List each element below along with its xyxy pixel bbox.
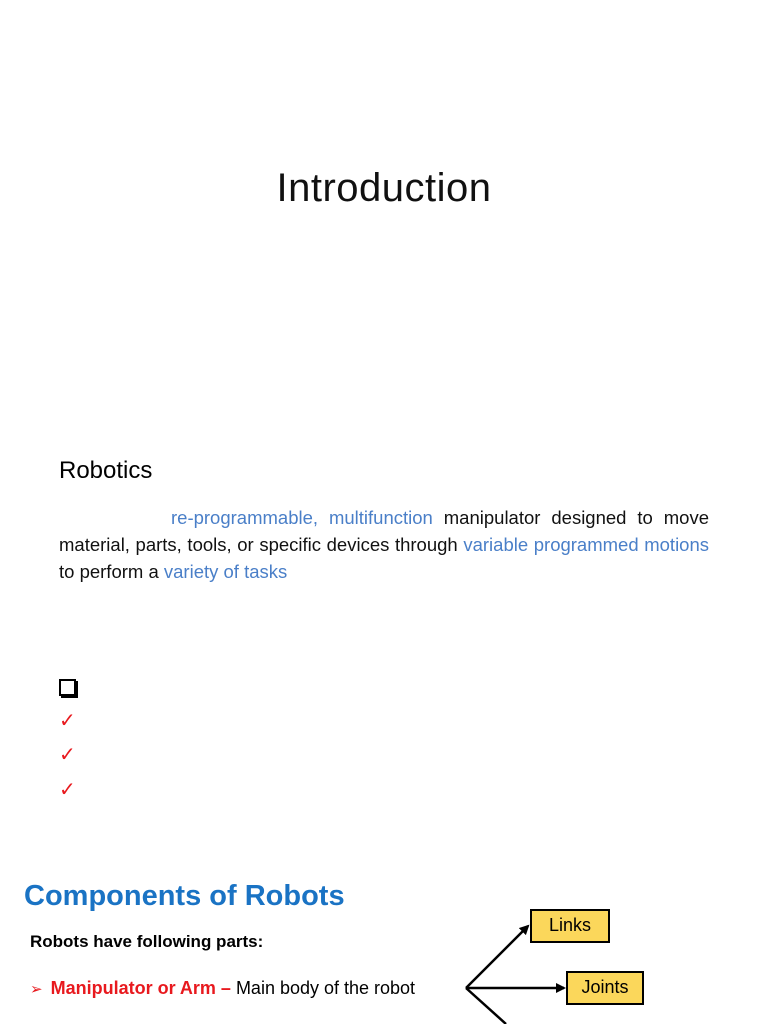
checkmark-icon: ✓ xyxy=(59,742,76,766)
definition-text-1: manipulator designed to move material, parts, tools, or specific devices through xyxy=(59,507,709,555)
arrow-bullet-icon: ➢ xyxy=(30,981,43,998)
section-heading: Robotics xyxy=(59,457,153,484)
joints-box: Joints xyxy=(566,971,644,1005)
definition-text-2: to perform a xyxy=(59,561,164,582)
definition-highlight-3: variety of tasks xyxy=(163,561,288,582)
links-box: Links xyxy=(530,909,610,943)
definition-highlight-1: re-programmable, multifunction xyxy=(171,507,433,528)
components-subtitle: Robots have following parts: xyxy=(30,932,264,951)
arm-label: Manipulator or Arm – xyxy=(50,978,231,998)
checkmark-icon: ✓ xyxy=(59,777,76,801)
arm-description: Main body of the robot xyxy=(230,978,416,998)
arrow-to-links xyxy=(466,926,528,988)
page-title: Introduction xyxy=(276,166,492,210)
arrow-to-below xyxy=(466,988,506,1024)
checkmark-icon: ✓ xyxy=(59,708,76,732)
definition-highlight-2: variable programmed motions xyxy=(463,534,710,555)
components-heading: Components of Robots xyxy=(24,880,345,912)
